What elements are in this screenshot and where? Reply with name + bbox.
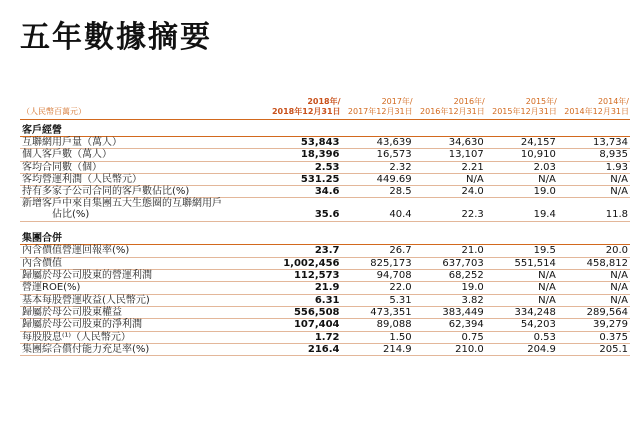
cell-value: 19.4: [486, 198, 558, 222]
five-year-summary-table: [20, 97, 630, 356]
cell-value: 473,351: [342, 306, 414, 318]
cell-value: 19.0: [486, 186, 558, 198]
unit-label: （人民幣百萬元）: [20, 107, 262, 120]
cell-value: 19.0: [414, 282, 486, 294]
row-label-text: 集團綜合償付能力充足率(%): [22, 343, 150, 355]
header-spacer: [20, 97, 262, 107]
year-2015-line2: 2015年12月31日: [486, 107, 558, 120]
cell-value: N/A: [558, 186, 630, 198]
year-2017-line2: 2017年12月31日: [342, 107, 414, 120]
cell-value: 11.8: [558, 198, 630, 222]
cell-value: 13,107: [414, 149, 486, 161]
cell-value: N/A: [558, 282, 630, 294]
year-2017-line1: 2017年/: [381, 97, 413, 106]
row-label: [20, 137, 262, 149]
cell-value: 2.03: [486, 161, 558, 173]
row-label-text: 基本每股營運收益(人民幣元): [22, 294, 150, 306]
section-heading: 集團合併: [20, 228, 630, 245]
cell-value: 24,157: [486, 137, 558, 149]
cell-value: 2.53: [262, 161, 341, 173]
cell-value: 24.0: [414, 186, 486, 198]
year-2014-line2: 2014年12月31日: [558, 107, 630, 120]
cell-value: 334,248: [486, 306, 558, 318]
cell-value: 531.25: [262, 173, 341, 185]
row-label-text: 歸屬於母公司股東權益: [22, 306, 122, 318]
cell-value: 43,639: [342, 137, 414, 149]
cell-value: 28.5: [342, 186, 414, 198]
cell-value: 16,573: [342, 149, 414, 161]
cell-value: 107,404: [262, 319, 341, 331]
page-title: 五年數據摘要: [20, 20, 212, 55]
cell-value: 89,088: [342, 319, 414, 331]
cell-value: 0.375: [558, 331, 630, 343]
cell-value: 1.50: [342, 331, 414, 343]
section-heading-row: [20, 120, 630, 137]
row-label: [20, 245, 262, 257]
row-label: [20, 294, 262, 306]
cell-value: N/A: [558, 173, 630, 185]
cell-value: 20.0: [558, 245, 630, 257]
cell-value: 2.32: [342, 161, 414, 173]
cell-value: 383,449: [414, 306, 486, 318]
table-row: [20, 306, 630, 318]
cell-value: N/A: [414, 173, 486, 185]
cell-value: 35.6: [262, 198, 341, 222]
cell-value: 22.3: [414, 198, 486, 222]
row-label: [20, 257, 262, 269]
cell-value: 21.9: [262, 282, 341, 294]
cell-value: 210.0: [414, 343, 486, 355]
table-row: [20, 137, 630, 149]
cell-value: 0.75: [414, 331, 486, 343]
row-label: [20, 161, 262, 173]
header-row-year: [20, 97, 630, 107]
cell-value: 204.9: [486, 343, 558, 355]
cell-value: 2.21: [414, 161, 486, 173]
cell-value: N/A: [558, 270, 630, 282]
cell-value: 5.31: [342, 294, 414, 306]
cell-value: 216.4: [262, 343, 341, 355]
cell-value: 54,203: [486, 319, 558, 331]
row-label: [20, 282, 262, 294]
cell-value: 39,279: [558, 319, 630, 331]
header-row-date: [20, 107, 630, 120]
row-label-text: 營運ROE(%): [22, 282, 81, 294]
table-body: [20, 120, 630, 356]
row-label: [20, 319, 262, 331]
cell-value: 0.53: [486, 331, 558, 343]
cell-value: 68,252: [414, 270, 486, 282]
year-2014-line1: 2014年/: [597, 97, 629, 106]
cell-value: N/A: [486, 282, 558, 294]
cell-value: 94,708: [342, 270, 414, 282]
cell-value: 8,935: [558, 149, 630, 161]
table-header: [20, 97, 630, 120]
row-label-text: 歸屬於母公司股東的淨利潤: [22, 319, 142, 331]
year-2018-line2: 2018年12月31日: [262, 107, 341, 120]
cell-value: N/A: [558, 294, 630, 306]
row-label-text: 持有多家子公司合同的客戶數佔比(%): [22, 186, 190, 198]
section-heading-row: [20, 228, 630, 245]
row-label-text: 個人客戶數（萬人）: [22, 149, 112, 161]
cell-value: 449.69: [342, 173, 414, 185]
cell-value: 205.1: [558, 343, 630, 355]
cell-value: 289,564: [558, 306, 630, 318]
cell-value: 458,812: [558, 257, 630, 269]
table-row: [20, 282, 630, 294]
table-row: [20, 319, 630, 331]
cell-value: 1,002,456: [262, 257, 341, 269]
row-label-text: 客均合同數（個）: [22, 161, 102, 173]
row-label: [20, 270, 262, 282]
year-2016-line1: 2016年/: [453, 97, 485, 106]
cell-value: 34,630: [414, 137, 486, 149]
row-label-text: 新增客戶中來自集團五大生態圈的互聯網用戶: [22, 198, 222, 210]
year-2015-line1: 2015年/: [525, 97, 557, 106]
cell-value: N/A: [486, 270, 558, 282]
cell-value: 34.6: [262, 186, 341, 198]
cell-value: N/A: [486, 294, 558, 306]
cell-value: 19.5: [486, 245, 558, 257]
cell-value: 22.0: [342, 282, 414, 294]
table-row: [20, 343, 630, 355]
row-label: [20, 343, 262, 355]
table-row: [20, 198, 630, 222]
row-label: [20, 186, 262, 198]
row-label: [20, 149, 262, 161]
section-heading: 客戶經營: [20, 120, 630, 137]
cell-value: 637,703: [414, 257, 486, 269]
table-row: [20, 294, 630, 306]
table-row: [20, 161, 630, 173]
cell-value: 10,910: [486, 149, 558, 161]
cell-value: 40.4: [342, 198, 414, 222]
cell-value: 3.82: [414, 294, 486, 306]
table-row: [20, 245, 630, 257]
cell-value: 62,394: [414, 319, 486, 331]
cell-value: 1.93: [558, 161, 630, 173]
row-label: [20, 173, 262, 185]
row-label-text-cont: 佔比(%): [52, 209, 90, 221]
row-label-text: 歸屬於母公司股東的營運利潤: [22, 270, 152, 282]
cell-value: 551,514: [486, 257, 558, 269]
cell-value: 18,396: [262, 149, 341, 161]
table-row: [20, 331, 630, 343]
cell-value: 21.0: [414, 245, 486, 257]
cell-value: 214.9: [342, 343, 414, 355]
cell-value: 53,843: [262, 137, 341, 149]
table-row: [20, 173, 630, 185]
cell-value: 6.31: [262, 294, 341, 306]
year-2018-line1: 2018年/: [307, 97, 341, 106]
cell-value: 13,734: [558, 137, 630, 149]
table-row: [20, 186, 630, 198]
row-label-text: 每股股息⁽¹⁾（人民幣元）: [22, 331, 131, 343]
cell-value: 23.7: [262, 245, 341, 257]
row-label: [20, 198, 262, 222]
table-row: [20, 149, 630, 161]
cell-value: 26.7: [342, 245, 414, 257]
table-row: [20, 270, 630, 282]
table-row: [20, 257, 630, 269]
row-label-text: 客均營運利潤（人民幣元）: [22, 173, 142, 185]
cell-value: 556,508: [262, 306, 341, 318]
year-2016-line2: 2016年12月31日: [414, 107, 486, 120]
row-label-text: 內含價值: [22, 257, 62, 269]
row-label-text: 互聯網用戶量（萬人）: [22, 137, 122, 148]
cell-value: 112,573: [262, 270, 341, 282]
cell-value: 1.72: [262, 331, 341, 343]
cell-value: 825,173: [342, 257, 414, 269]
row-label: [20, 306, 262, 318]
row-label: [20, 331, 262, 343]
row-label-text: 內含價值營運回報率(%): [22, 245, 130, 257]
cell-value: N/A: [486, 173, 558, 185]
